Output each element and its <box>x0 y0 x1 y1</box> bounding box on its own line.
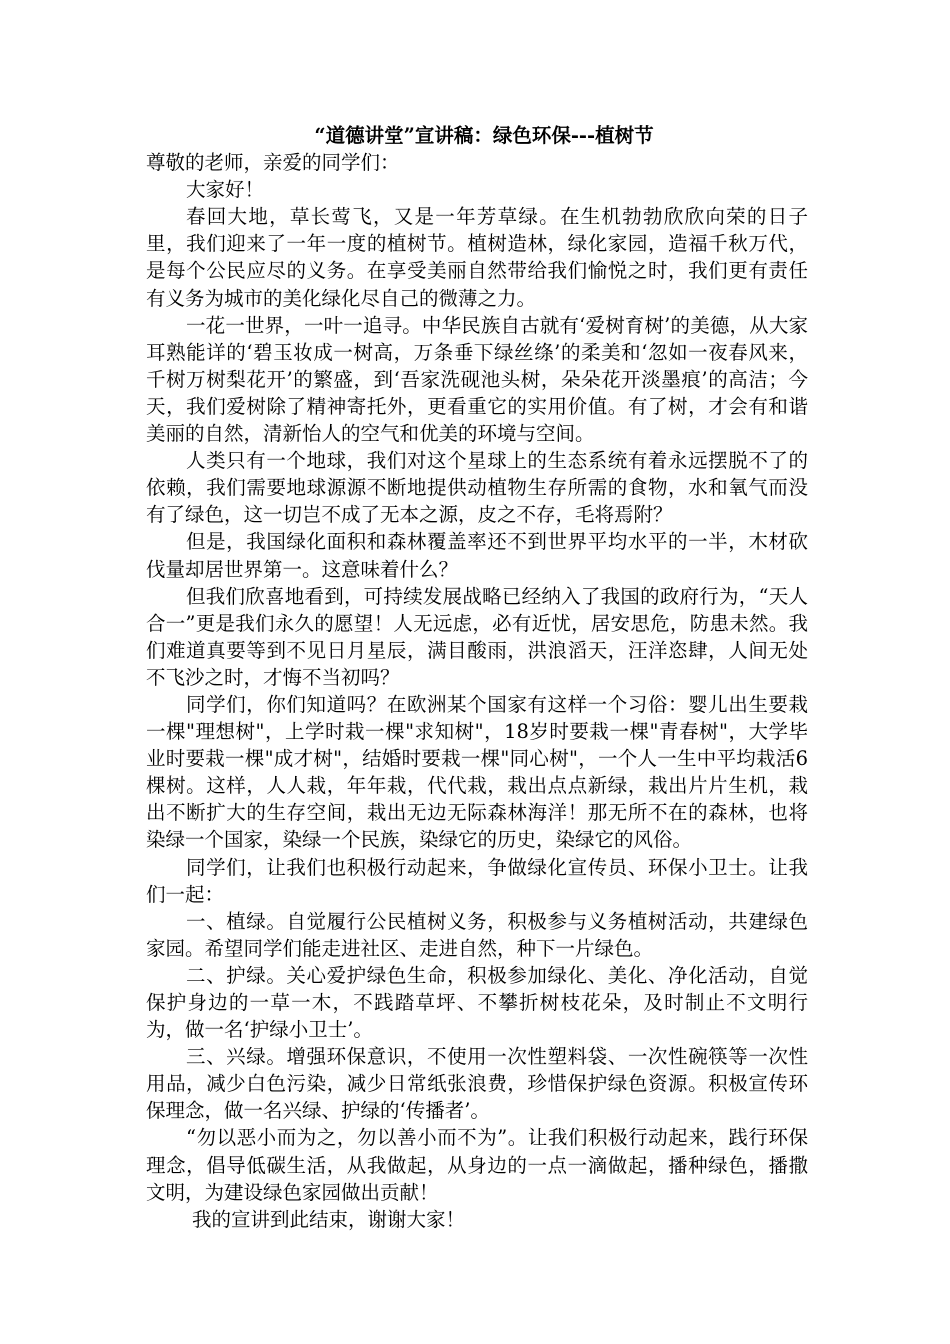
salutation: 尊敬的老师，亲爱的同学们： <box>146 151 400 175</box>
body-paragraph: 但是，我国绿化面积和森林覆盖率还不到世界平均水平的一半，木材砍伐量却居世界第一。这意味着什么？ <box>146 530 808 581</box>
body-paragraph: 但我们欣喜地看到，可持续发展战略已经纳入了我国的政府行为，“天人合一”更是我们永久的愿望！人无远虑，必有近忧，居安思危，防患未然。我们难道真要等到不见日月星辰，满目酸雨，洪浪滔天，汪洋恣肆，人间无处不飞沙之时，才悔不当初吗？ <box>146 584 808 689</box>
list-item-promote-green: 三、兴绿。增强环保意识，不使用一次性塑料袋、一次性碗筷等一次性用品，减少白色污染，减少日常纸张浪费，珍惜保护绿色资源。积极宣传环保理念，做一名兴绿、护绿的‘传播者’。 <box>146 1045 808 1123</box>
body-paragraph: 同学们，让我们也积极行动起来，争做绿化宣传员、环保小卫士。让我们一起： <box>146 855 808 906</box>
body-paragraph: 一花一世界，一叶一追寻。中华民族自古就有‘爱树育树’的美德，从大家耳熟能详的‘碧玉妆成一树高，万条垂下绿丝绦’的柔美和‘忽如一夜春风来，千树万树梨花开’的繁盛，到‘吾家洗砚池头树，朵朵花开淡墨痕’的高洁；今天，我们爱树除了精神寄托外，更看重它的实用价值。有了树，才会有和谐美丽的自然，清新怡人的空气和优美的环境与空间。 <box>146 313 808 446</box>
body-paragraph: “勿以恶小而为之，勿以善小而不为”。让我们积极行动起来，践行环保理念，倡导低碳生活，从我做起，从身边的一点一滴做起，播种绿色，播撒文明，为建设绿色家园做出贡献！ <box>146 1126 808 1204</box>
list-item-plant-green: 一、植绿。自觉履行公民植树义务，积极参与义务植树活动，共建绿色家园。希望同学们能走进社区、走进自然，种下一片绿色。 <box>146 909 808 960</box>
greeting-paragraph: 大家好！ <box>186 178 265 202</box>
body-paragraph: 同学们，你们知道吗？在欧洲某个国家有这样一个习俗：婴儿出生要栽一棵"理想树"，上学时栽一棵"求知树"，18岁时要栽一棵"青春树"，大学毕业时要栽一棵"成才树"，结婚时要栽一棵"同心树"，一个人一生中平均栽活6棵树。这样，人人栽，年年栽，代代栽，栽出点点新绿，栽出片片生机，栽出不断扩大的生存空间，栽出无边无际森林海洋！那无所不在的森林，也将染绿一个国家，染绿一个民族，染绿它的历史，染绿它的风俗。 <box>146 692 808 852</box>
list-item-protect-green: 二、护绿。关心爱护绿色生命，积极参加绿化、美化、净化活动，自觉保护身边的一草一木，不践踏草坪、不攀折树枝花朵，及时制止不文明行为，做一名‘护绿小卫士’。 <box>146 963 808 1042</box>
document-page <box>146 122 808 1233</box>
body-paragraph: 人类只有一个地球，我们对这个星球上的生态系统有着永远摆脱不了的依赖，我们需要地球源源不断地提供动植物生存所需的食物，水和氧气而没有了绿色，这一切岂不成了无本之源，皮之不存，毛将焉附？ <box>146 449 808 527</box>
body-paragraph: 春回大地，草长莺飞，又是一年芳草绿。在生机勃勃欣欣向荣的日子里，我们迎来了一年一度的植树节。植树造林，绿化家园，造福千秋万代，是每个公民应尽的义务。在享受美丽自然带给我们愉悦之时，我们更有责任有义务为城市的美化绿化尽自己的微薄之力。 <box>146 205 808 310</box>
closing-line: 我的宣讲到此结束，谢谢大家！ <box>192 1207 466 1231</box>
document-title: “道德讲堂”宣讲稿：绿色环保---植树节 <box>314 124 654 147</box>
